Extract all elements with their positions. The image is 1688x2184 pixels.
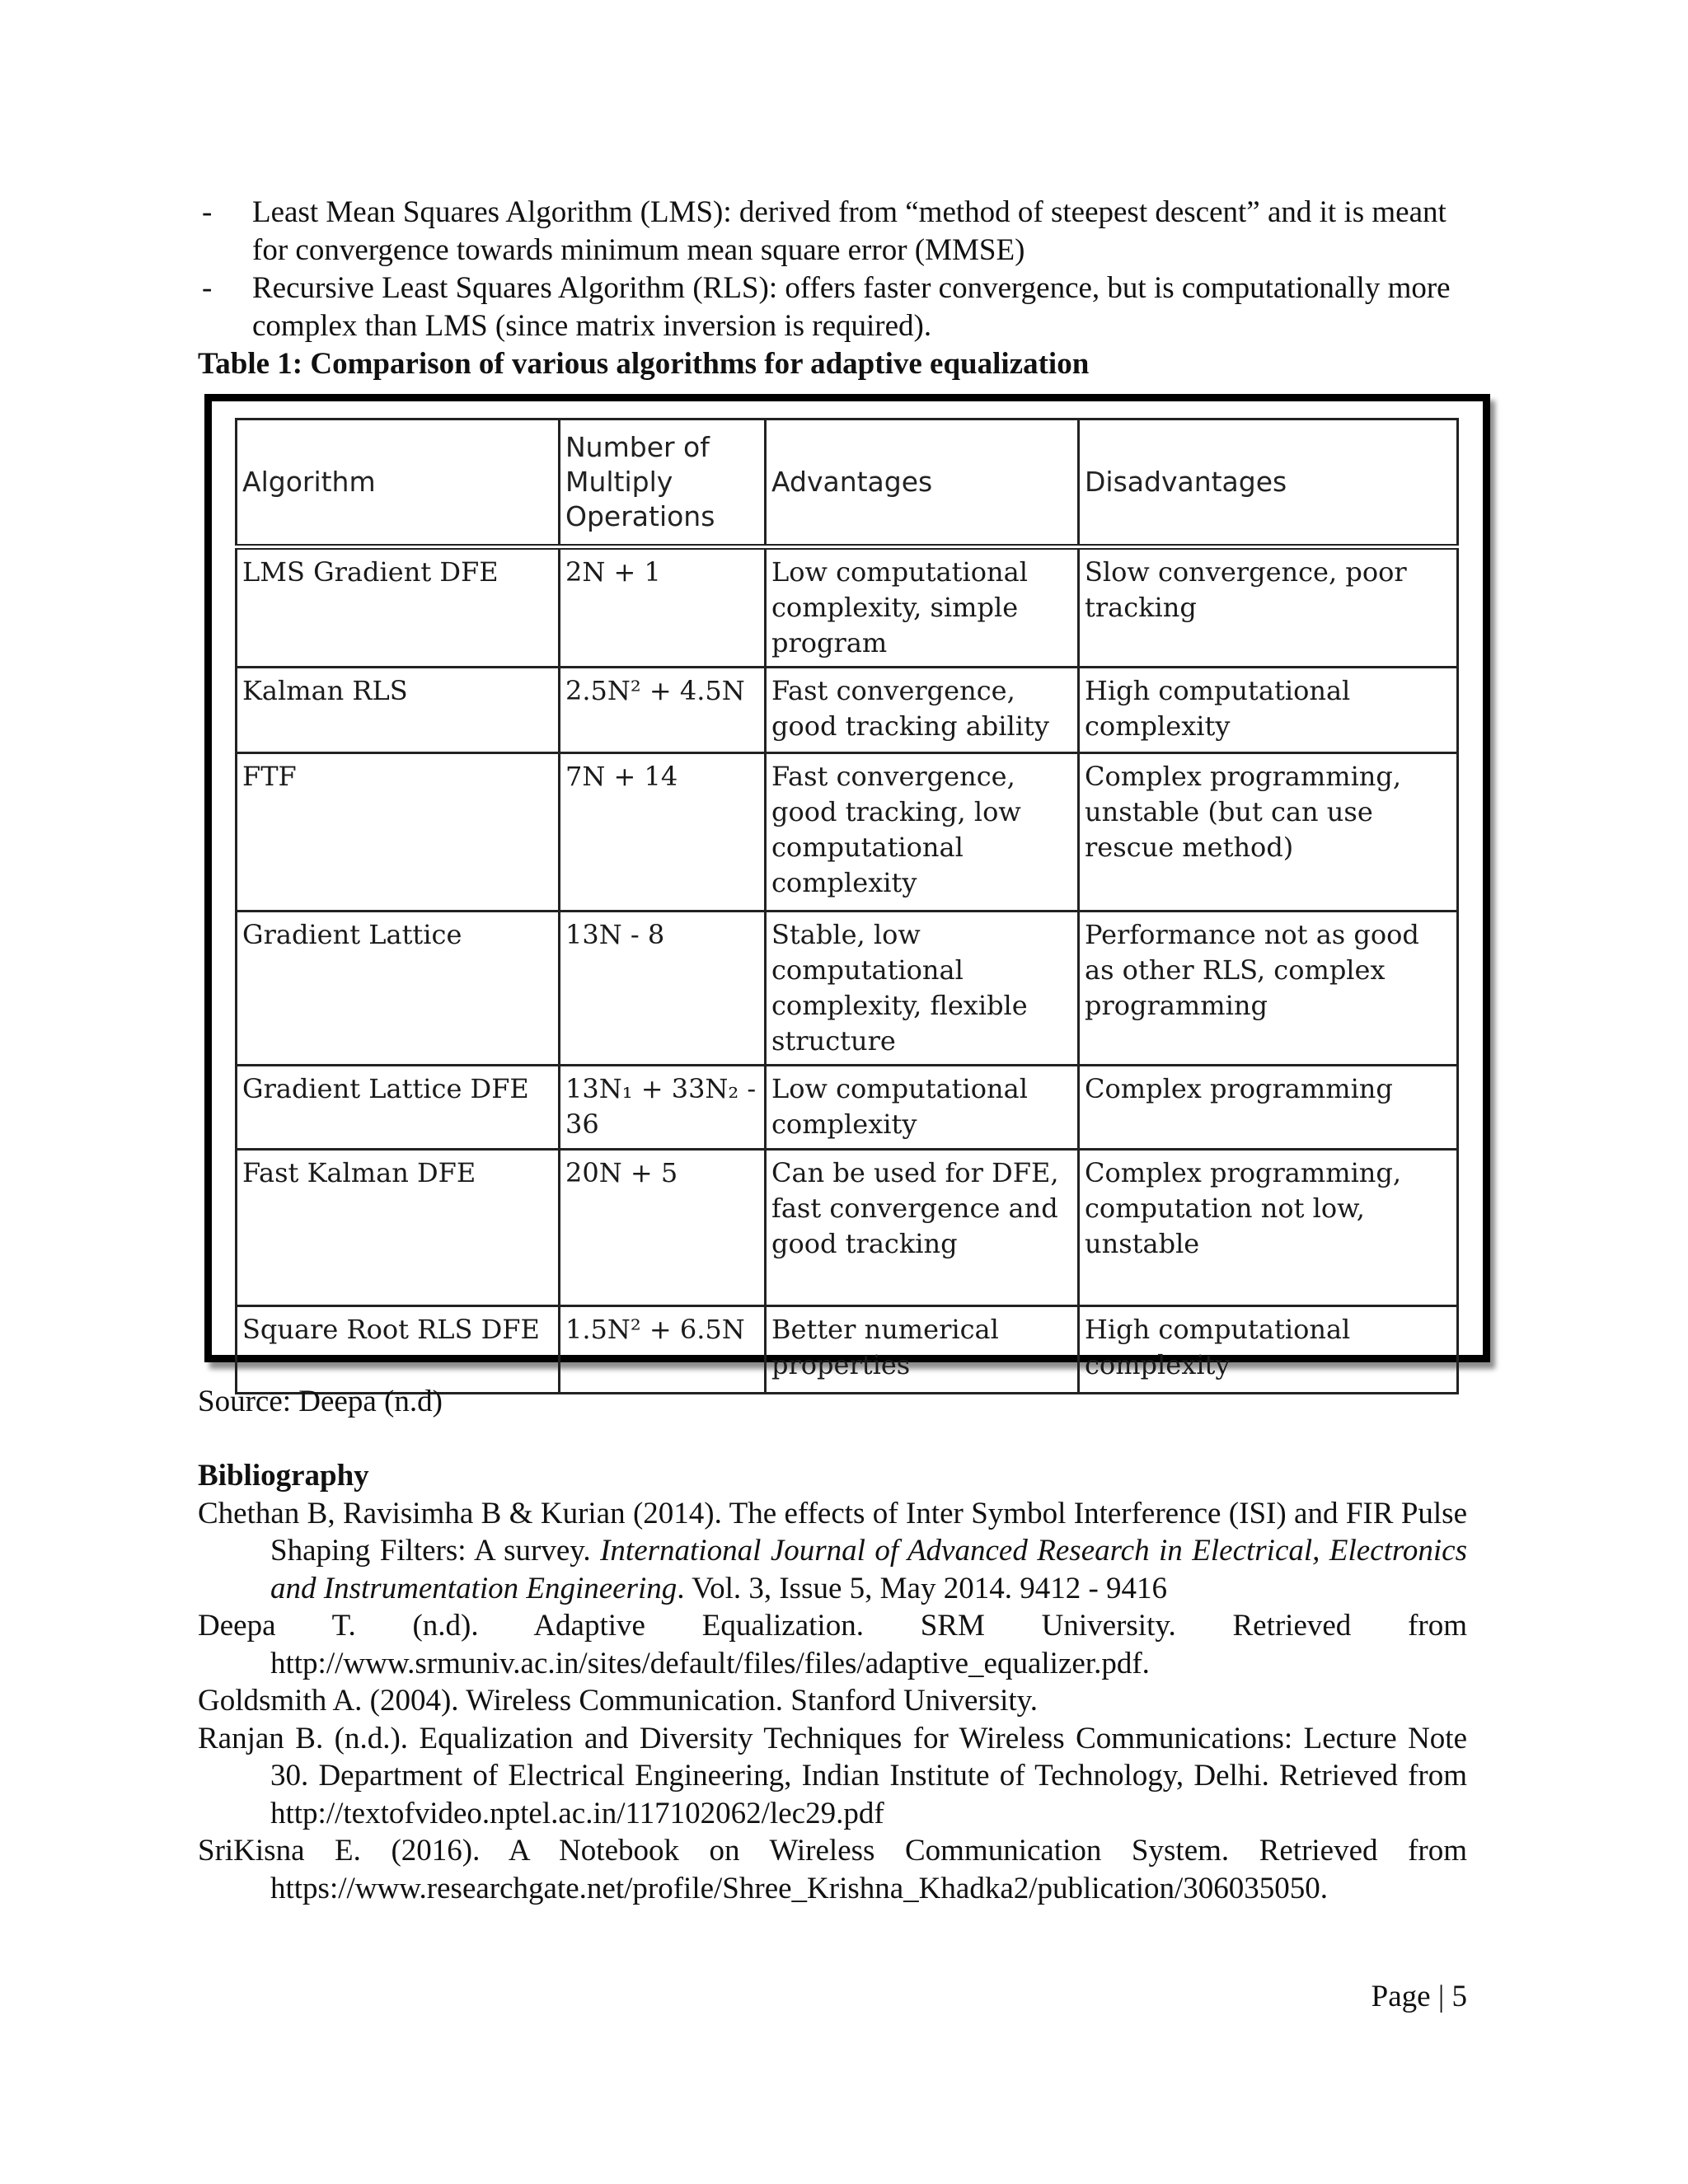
cell-algorithm: FTF (237, 753, 560, 912)
cell-algorithm: Fast Kalman DFE (237, 1150, 560, 1306)
bullet-text: Recursive Least Squares Algorithm (RLS): offers faster convergence, but is computationally more complex than LMS (since matrix inversion is required). (252, 271, 1451, 343)
header-algorithm: Algorithm (237, 419, 560, 547)
cell-advantages: Fast convergence, good tracking ability (766, 668, 1079, 753)
table-image-frame (204, 394, 1490, 1380)
cell-algorithm: Square Root RLS DFE (237, 1306, 560, 1394)
table-row (237, 547, 1458, 668)
bib-entry: Deepa T. (n.d). Adaptive Equalization. SRM University. Retrieved from http://www.srmuniv.ac.in/sites/default/files/files/adaptive_equalizer.pdf. (198, 1609, 1467, 1680)
cell-advantages: Stable, low computational complexity, flexible structure (766, 912, 1079, 1066)
cell-ops: 7N + 14 (560, 753, 766, 912)
bib-entry: SriKisna E. (2016). A Notebook on Wireless Communication System. Retrieved from https://www.researchgate.net/profile/Shree_Krishna_Khadka2/publication/306035050. (198, 1834, 1467, 1905)
page-body (198, 194, 1467, 383)
cell-algorithm: Kalman RLS (237, 668, 560, 753)
comparison-table (235, 418, 1459, 1394)
header-disadvantages: Disadvantages (1079, 419, 1458, 547)
bib-entry-text: . Vol. 3, Issue 5, May 2014. 9412 - 9416 (677, 1571, 1168, 1605)
cell-algorithm: Gradient Lattice (237, 912, 560, 1066)
table-row (237, 753, 1458, 912)
page-number: Page | 5 (1371, 1980, 1467, 2013)
bibliography (198, 1457, 1467, 1907)
table-source: Source: Deepa (n.d) (198, 1385, 443, 1418)
cell-disadvantages: High computational complexity (1079, 668, 1458, 753)
table-row (237, 1306, 1458, 1394)
header-multiply-ops: Number of Multiply Operations (560, 419, 766, 547)
bib-entry: Goldsmith A. (2004). Wireless Communication. Stanford University. (198, 1684, 1038, 1718)
table-row (237, 912, 1458, 1066)
cell-disadvantages: High computational complexity (1079, 1306, 1458, 1394)
header-advantages: Advantages (766, 419, 1079, 547)
cell-ops: 13N₁ + 33N₂ - 36 (560, 1066, 766, 1150)
table-row (237, 1150, 1458, 1306)
cell-ops: 2N + 1 (560, 547, 766, 668)
cell-disadvantages: Complex programming, computation not low, unstable (1079, 1150, 1458, 1306)
bullet-text: Least Mean Squares Algorithm (LMS): derived from “method of steepest descent” and it is meant for convergence towards minimum mean square error (MMSE) (252, 195, 1447, 267)
cell-advantages: Can be used for DFE, fast convergence and good tracking (766, 1150, 1079, 1306)
table-row (237, 1066, 1458, 1150)
bib-entry (198, 1495, 1467, 1608)
table-caption: Table 1: Comparison of various algorithms for adaptive equalization (198, 347, 1090, 381)
table-row (237, 668, 1458, 753)
bullet-marker: - (202, 195, 213, 229)
cell-algorithm: Gradient Lattice DFE (237, 1066, 560, 1150)
cell-disadvantages: Complex programming (1079, 1066, 1458, 1150)
cell-ops: 13N - 8 (560, 912, 766, 1066)
cell-algorithm: LMS Gradient DFE (237, 547, 560, 668)
cell-disadvantages: Performance not as good as other RLS, complex programming (1079, 912, 1458, 1066)
bib-entry-text: Chethan B, Ravisimha B & Kurian (2014). The effects of Inter Symbol Interference (ISI) and FIR Pulse Shaping Filters: A survey. (198, 1496, 1467, 1568)
cell-advantages: Low computational complexity (766, 1066, 1079, 1150)
cell-ops: 2.5N² + 4.5N (560, 668, 766, 753)
bullet-marker: - (202, 271, 213, 305)
table-header-row (237, 419, 1458, 547)
cell-ops: 20N + 5 (560, 1150, 766, 1306)
cell-advantages: Low computational complexity, simple program (766, 547, 1079, 668)
cell-ops: 1.5N² + 6.5N (560, 1306, 766, 1394)
bib-entry-journal: International Journal of Advanced Research in Electrical, Electronics and Instrumentation Engineering (270, 1534, 1467, 1605)
cell-advantages: Fast convergence, good tracking, low computational complexity (766, 753, 1079, 912)
list-item (198, 269, 1467, 345)
list-item (198, 194, 1467, 269)
bib-entry: Ranjan B. (n.d.). Equalization and Diversity Techniques for Wireless Communications: Lecture Note 30. Department of Electrical Engineering, Indian Institute of Technology, Delhi. Retrieved from http://textofvideo.nptel.ac.in/117102062/lec29.pdf (198, 1721, 1467, 1830)
cell-disadvantages: Complex programming, unstable (but can use rescue method) (1079, 753, 1458, 912)
bullet-list (198, 194, 1467, 345)
cell-advantages: Better numerical properties (766, 1306, 1079, 1394)
cell-disadvantages: Slow convergence, poor tracking (1079, 547, 1458, 668)
bibliography-heading: Bibliography (198, 1459, 369, 1493)
